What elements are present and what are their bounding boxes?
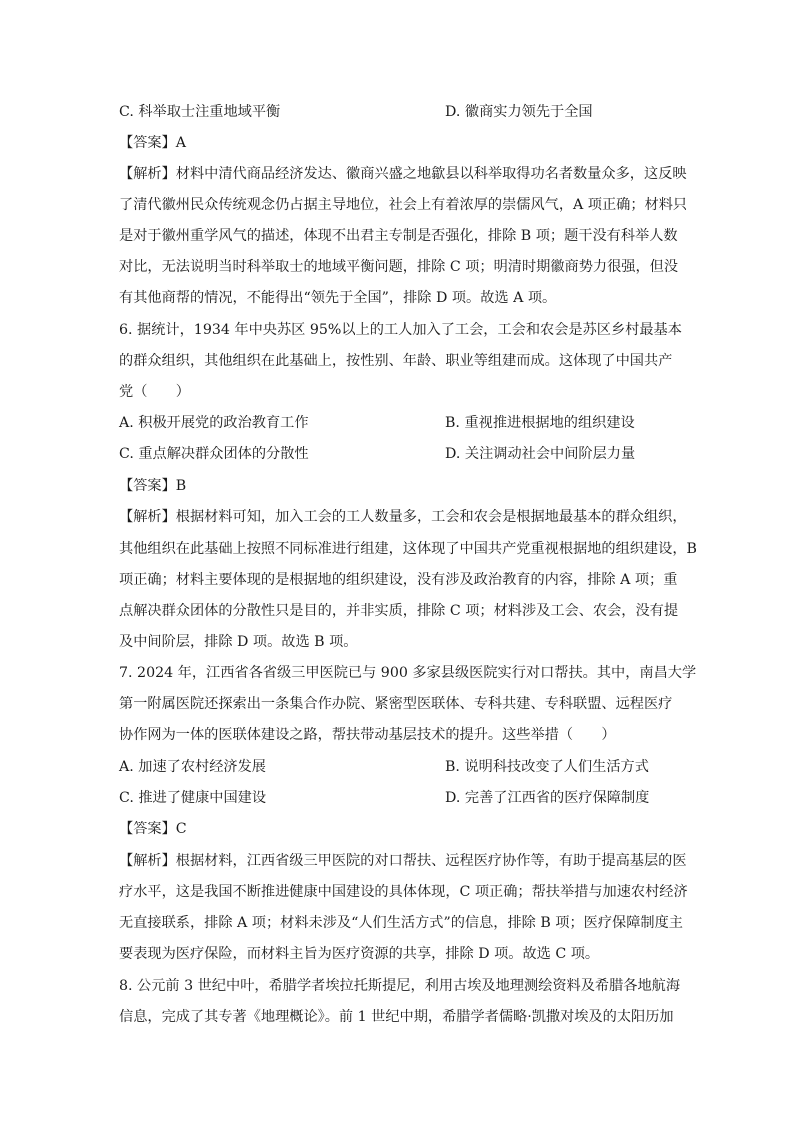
q5-answer: 【答案】A [119,135,186,151]
q5-analysis-line: 有其他商帮的情况，不能得出“领先于全国”，排除 D 项。故选 A 项。 [119,290,557,306]
q6-option-a: A. 积极开展党的政治教育工作 [119,415,309,431]
q6-analysis-line: 点解决群众团体的分散性只是目的，并非实质，排除 C 项；材料涉及工会、农会，没有提 [119,603,679,619]
q5-option-d: D. 徽商实力领先于全国 [445,104,593,120]
q6-stem-line: 6. 据统计，1934 年中央苏区 95%以上的工人加入了工会，工会和农会是苏区乡村最基本 [119,322,682,338]
q8-stem-line: 信息，完成了其专著《地理概论》。前 1 世纪中期，希腊学者儒略·凯撒对埃及的太阳历加 [119,1009,674,1025]
q7-option-c: C. 推进了健康中国建设 [119,790,267,806]
q7-analysis-line: 【解析】根据材料，江西省级三甲医院的对口帮扶、远程医疗协作等，有助于提高基层的医 [119,853,687,869]
q7-analysis-line: 无直接联系，排除 A 项；材料未涉及“人们生活方式”的信息，排除 B 项；医疗保障制度主 [119,915,683,931]
q6-analysis-line: 及中间阶层，排除 D 项。故选 B 项。 [119,634,358,650]
q5-analysis-line: 【解析】材料中清代商品经济发达、徽商兴盛之地歙县以科举取得功名者数量众多，这反映 [119,166,687,182]
q7-option-a: A. 加速了农村经济发展 [119,759,266,775]
q6-answer: 【答案】B [119,478,187,494]
q5-analysis-line: 了清代徽州民众传统观念仍占据主导地位，社会上有着浓厚的崇儒风气，A 项正确；材料只 [119,197,688,213]
q7-analysis-line: 要表现为医疗保险，而材料主旨为医疗资源的共享，排除 D 项。故选 C 项。 [119,946,600,962]
q5-analysis-line: 是对于徽州重学风气的描述，体现不出君主专制是否强化，排除 B 项；题干没有科举人数 [119,228,678,244]
q6-stem-line: 党（ ） [119,384,190,400]
q7-answer: 【答案】C [119,821,187,837]
q6-analysis-line: 项正确；材料主要体现的是根据地的组织建设，没有涉及政治教育的内容，排除 A 项；重 [119,572,678,588]
q6-analysis-line: 【解析】根据材料可知，加入工会的工人数量多，工会和农会是根据地最基本的群众组织， [119,509,687,525]
q8-stem-line: 8. 公元前 3 世纪中叶，希腊学者埃拉托斯提尼，利用古埃及地理测绘资料及希腊各地航海 [119,978,681,994]
q5-option-c: C. 科举取士注重地域平衡 [119,104,281,120]
q7-stem-line: 7. 2024 年，江西省各省级三甲医院已与 900 多家县级医院实行对口帮扶。其中，南昌大学 [119,665,697,681]
q7-analysis-line: 疗水平，这是我国不断推进健康中国建设的具体体现，C 项正确；帮扶举措与加速农村经济 [119,884,688,900]
q7-option-d: D. 完善了江西省的医疗保障制度 [445,790,650,806]
q6-option-d: D. 关注调动社会中间阶层力量 [445,446,636,462]
q6-option-b: B. 重视推进根据地的组织建设 [445,415,635,431]
q7-option-b: B. 说明科技改变了人们生活方式 [445,759,649,775]
q5-analysis-line: 对比，无法说明当时科举取士的地域平衡问题，排除 C 项；明清时期徽商势力很强，但没 [119,259,679,275]
q6-stem-line: 的群众组织，其他组织在此基础上，按性别、年龄、职业等组建而成。这体现了中国共产 [119,353,673,369]
q7-stem-line: 协作网为一体的医联体建设之路，帮扶带动基层技术的提升。这些举措（ ） [119,727,616,743]
q6-option-c: C. 重点解决群众团体的分散性 [119,446,309,462]
q7-stem-line: 第一附属医院还探索出一条集合作办院、紧密型医联体、专科共建、专科联盟、远程医疗 [119,696,673,712]
q6-analysis-line: 其他组织在此基础上按照不同标准进行组建，这体现了中国共产党重视根据地的组织建设，B [119,541,697,557]
